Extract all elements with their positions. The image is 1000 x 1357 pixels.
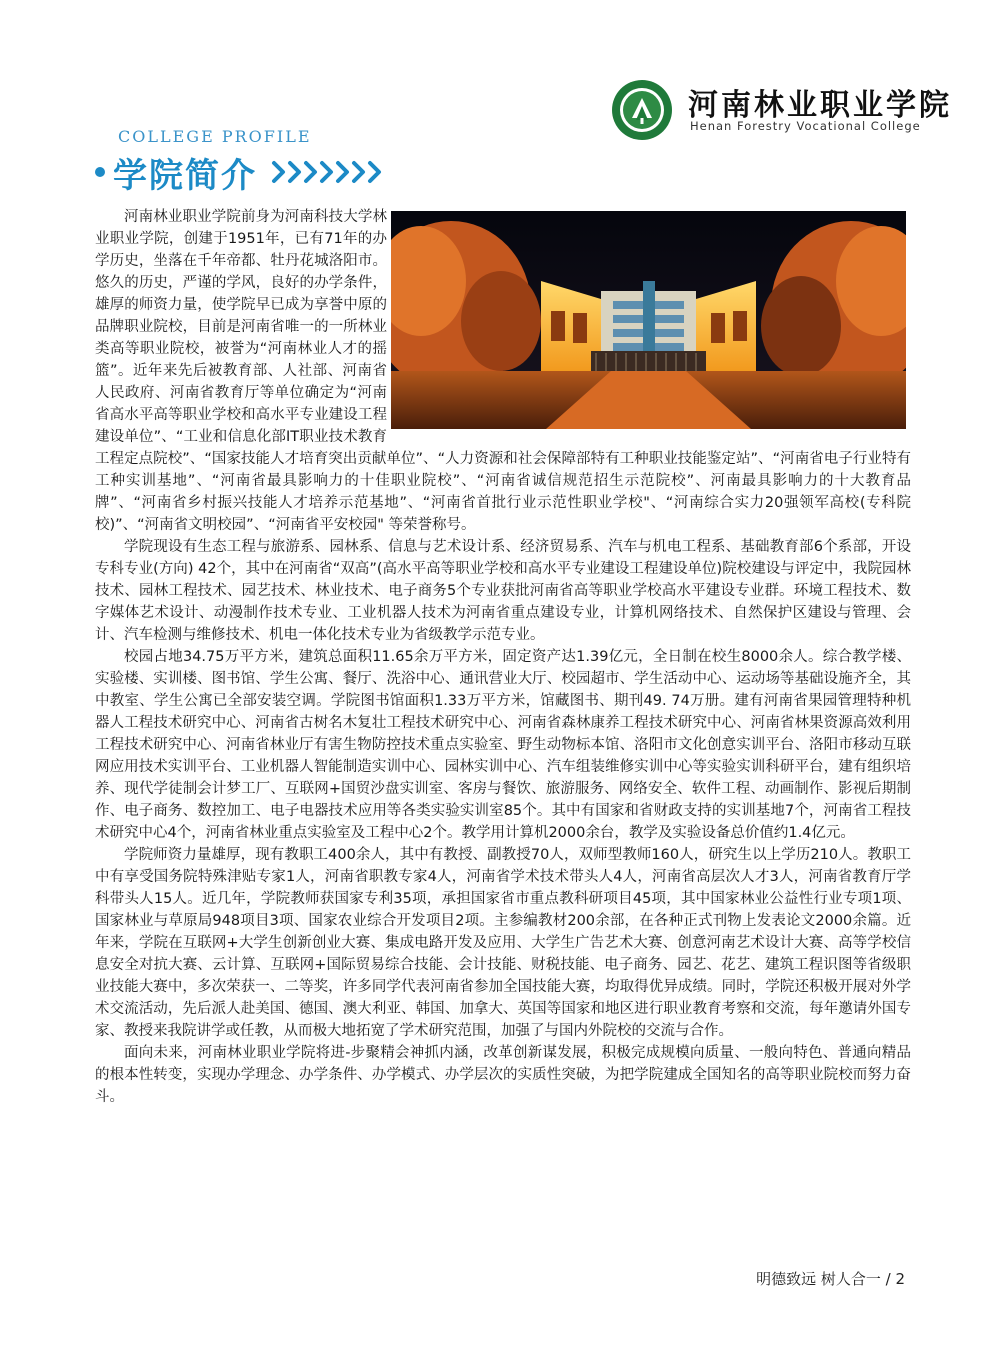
paragraph-history: 河南林业职业学院前身为河南科技大学林业职业学院，创建于1951年，已有71年的办学历史，坐落在千年帝都、牡丹花城洛阳市。悠久的历史，严谨的学风，良好的办学条件，雄厚的师资力量，使学院早已成为享誉中原的品牌职业院校，目前是河南省唯一的一所林业类高等职业院校，被誉为“河南林业人才的摇篮”。近年来先后被教育部、人社部、河南省人民政府、河南省教育厅等单位确定为“河南省高水平高等职业学校和高水平专业建设工程建设单位”、“工业和信息化部IT职业技术教育工程定点院校”、“国家技能人才培育突出贡献单位”、“人力资源和社会保障部特有工种职业技能鉴定站”、“河南省电子行业特有工种实训基地”、“河南省最具影响力的十佳职业院校”、“河南省诚信规范招生示范院校”、河南最具影响力的十大教育品牌”、“河南省乡村振兴技能人才培养示范基地”、“河南省首批行业示范性职业学校"、“河南综合实力20强领军高校(专科院校)”、“河南省文明校园”、“河南省平安校园" 等荣誉称号。 xyxy=(95,209,911,533)
paragraph-campus: 校园占地34.75万平方米，建筑总面积11.65余万平方米，固定资产达1.39亿元，全日制在校生8000余人。综合教学楼、实验楼、实训楼、图书馆、学生公寓、餐厅、洗浴中心、通讯营业大厅、校园超市、学生活动中心、运动场等基础设施齐全，其中教室、学生公寓已全部安装空调。学院图书馆面积1.33万平方米，馆藏图书、期刊49. 74万册。建有河南省果园管理特种机器人工程技术研究中心、河南省古树名木复壮工程技术研究中心、河南省森林康养工程技术研究中心、河南省林果资源高效利用工程技术研究中心、河南省林业厅有害生物防控技术重点实验室、野生动物标本馆、洛阳市文化创意实训平台、洛阳市移动互联网应用技术实训平台、工业机器人智能制造实训中心、园林实训中心、汽车组装维修实训中心等实验实训科研平台，建有组织培养、现代学徒制会计梦工厂、互联网+国贸沙盘实训室、客房与餐饮、旅游服务、网络安全、软件工程、动画制作、影视后期制作、电子商务、数控加工、电子电器技术应用等各类实验实训室85个。其中有国家和省财政支持的实训基地7个，河南省工程技术研究中心4个，河南省林业重点实验室及工程中心2个。教学用计算机2000余台，教学及实验设备总价值约1.4亿元。 xyxy=(95,649,911,841)
paragraph-departments: 学院现设有生态工程与旅游系、园林系、信息与艺术设计系、经济贸易系、汽车与机电工程系、基础教育部6个系部，开设专科专业(方向) 42个，其中在河南省“双高”(高水平高等职业学校和高水平专业建设工程建设单位)院校建设与评定中，我院园林技术、园林工程技术、园艺技术、林业技术、电子商务5个专业获批河南省高等职业学校高水平建设专业群。环境工程技术、数字媒体艺术设计、动漫制作技术专业、工业机器人技术为河南省重点建设专业，计算机网络技术、自然保护区建设与管理、会计、汽车检测与维修技术、机电一体化技术专业为省级教学示范专业。 xyxy=(95,539,911,643)
profile-text xyxy=(95,206,911,1108)
college-emblem-icon xyxy=(610,78,674,142)
section-subtitle: COLLEGE PROFILE xyxy=(118,127,312,146)
college-name-en: Henan Forestry Vocational College xyxy=(690,119,921,133)
page-title: 学院简介 xyxy=(113,155,257,196)
title-bullet-icon xyxy=(95,167,105,177)
paragraph-future: 面向未来，河南林业职业学院将进-步聚精会神抓内涵，改革创新谋发展，积极完成规模向质量、一般向特色、普通向精品的根本性转变，实现办学理念、办学条件、办学模式、办学层次的实质性突破，为把学院建成全国知名的高等职业院校而努力奋斗。 xyxy=(95,1045,911,1105)
chevrons-icon xyxy=(271,159,391,185)
section-title-row xyxy=(95,150,391,194)
college-name: 河南林业职业学院 xyxy=(688,88,952,123)
paragraph-faculty: 学院师资力量雄厚，现有教职工400余人，其中有教授、副教授70人，双师型教师160人，研究生以上学历210人。教职工中有享受国务院特殊津贴专家1人，河南省职教专家4人，河南省学术技术带头人4人，河南省高层次人才3人，河南省教育厅学科带头人15人。近几年，学院教师获国家专利35项，承担国家省市重点教科研项目45项，其中国家林业公益性行业专项1项、国家林业与草原局948项目3项、国家农业综合开发项目2项。主参编教材200余部，在各种正式刊物上发表论文2000余篇。近年来，学院在互联网+大学生创新创业大赛、集成电路开发及应用、大学生广告艺术大赛、创意河南艺术设计大赛、高等学校信息安全对抗大赛、云计算、互联网+国际贸易综合技能、会计技能、财税技能、电子商务、园艺、花艺、建筑工程识图等省级职业技能大赛中，多次荣获一、二等奖，许多同学代表河南省参加全国技能大赛，均取得优异成绩。同时，学院还积极开展对外学术交流活动，先后派人赴美国、德国、澳大利亚、韩国、加拿大、英国等国家和地区进行职业教育考察和交流，每年邀请外国专家、教授来我院讲学或任教，从而极大地拓宽了学术研究范围，加强了与国内外院校的交流与合作。 xyxy=(95,847,911,1039)
page-footer: 明德致远 树人合一 / 2 xyxy=(756,1270,905,1288)
